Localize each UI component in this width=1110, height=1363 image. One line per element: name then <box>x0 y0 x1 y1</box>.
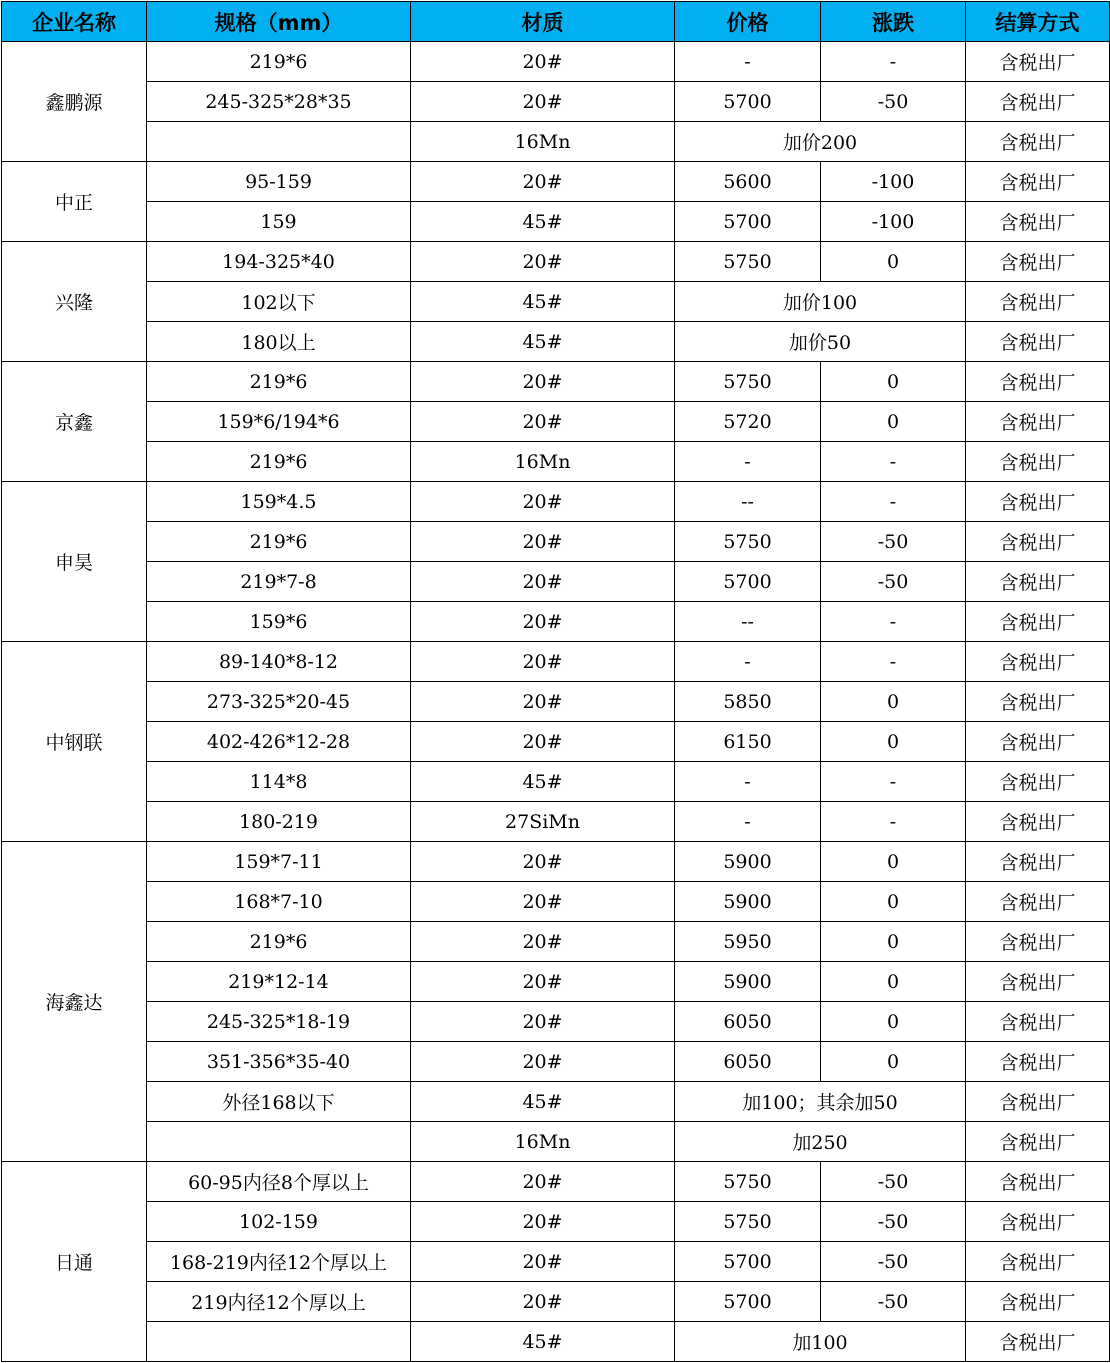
material-cell: 20# <box>411 922 675 962</box>
table-row <box>2 602 1110 642</box>
spec-cell: 219*7-8 <box>147 562 411 602</box>
header-material: 材质 <box>411 2 675 42</box>
change-cell: 0 <box>821 962 966 1002</box>
company-cell: 中钢联 <box>2 642 147 842</box>
table-row <box>2 1322 1110 1362</box>
change-cell: 0 <box>821 682 966 722</box>
spec-cell: 219*6 <box>147 522 411 562</box>
table-row <box>2 522 1110 562</box>
price-note-cell: 加价200 <box>675 122 966 162</box>
material-cell: 20# <box>411 482 675 522</box>
material-cell: 20# <box>411 42 675 82</box>
price-cell: - <box>675 762 821 802</box>
spec-cell: 外径168以下 <box>147 1082 411 1122</box>
settlement-cell: 含税出厂 <box>966 482 1110 522</box>
price-cell: 5700 <box>675 562 821 602</box>
table-row <box>2 1122 1110 1162</box>
table-row <box>2 42 1110 82</box>
table-row <box>2 922 1110 962</box>
change-cell: - <box>821 442 966 482</box>
table-row <box>2 562 1110 602</box>
settlement-cell: 含税出厂 <box>966 202 1110 242</box>
header-price: 价格 <box>675 2 821 42</box>
change-cell: -50 <box>821 1202 966 1242</box>
change-cell: 0 <box>821 882 966 922</box>
change-cell: -50 <box>821 1282 966 1322</box>
settlement-cell: 含税出厂 <box>966 642 1110 682</box>
table-row <box>2 882 1110 922</box>
spec-cell: 159*4.5 <box>147 482 411 522</box>
price-cell: 5950 <box>675 922 821 962</box>
change-cell: - <box>821 42 966 82</box>
material-cell: 20# <box>411 82 675 122</box>
spec-cell: 60-95内径8个厚以上 <box>147 1162 411 1202</box>
change-cell: -100 <box>821 202 966 242</box>
price-cell: 5750 <box>675 522 821 562</box>
price-cell: 5900 <box>675 962 821 1002</box>
spec-cell: 102-159 <box>147 1202 411 1242</box>
settlement-cell: 含税出厂 <box>966 882 1110 922</box>
price-cell: 5700 <box>675 1282 821 1322</box>
change-cell: -50 <box>821 522 966 562</box>
settlement-cell: 含税出厂 <box>966 1002 1110 1042</box>
settlement-cell: 含税出厂 <box>966 442 1110 482</box>
spec-cell: 351-356*35-40 <box>147 1042 411 1082</box>
price-cell: - <box>675 642 821 682</box>
material-cell: 20# <box>411 1202 675 1242</box>
material-cell: 45# <box>411 1082 675 1122</box>
spec-cell: 159*6 <box>147 602 411 642</box>
change-cell: -100 <box>821 162 966 202</box>
settlement-cell: 含税出厂 <box>966 1242 1110 1282</box>
material-cell: 20# <box>411 522 675 562</box>
settlement-cell: 含税出厂 <box>966 42 1110 82</box>
spec-cell: 168*7-10 <box>147 882 411 922</box>
material-cell: 20# <box>411 1002 675 1042</box>
material-cell: 20# <box>411 362 675 402</box>
table-row <box>2 1202 1110 1242</box>
change-cell: 0 <box>821 722 966 762</box>
table-row <box>2 762 1110 802</box>
table-row <box>2 682 1110 722</box>
price-cell: 5900 <box>675 842 821 882</box>
material-cell: 45# <box>411 282 675 322</box>
change-cell: - <box>821 762 966 802</box>
price-cell: 5600 <box>675 162 821 202</box>
spec-cell: 402-426*12-28 <box>147 722 411 762</box>
price-note-cell: 加100 <box>675 1322 966 1362</box>
spec-cell <box>147 1322 411 1362</box>
material-cell: 20# <box>411 1282 675 1322</box>
price-cell: - <box>675 802 821 842</box>
spec-cell: 219*12-14 <box>147 962 411 1002</box>
spec-cell: 159 <box>147 202 411 242</box>
material-cell: 20# <box>411 402 675 442</box>
table-row <box>2 282 1110 322</box>
material-cell: 45# <box>411 1322 675 1362</box>
table-row <box>2 362 1110 402</box>
spec-cell: 219*6 <box>147 442 411 482</box>
settlement-cell: 含税出厂 <box>966 842 1110 882</box>
change-cell: - <box>821 802 966 842</box>
table-row <box>2 722 1110 762</box>
material-cell: 16Mn <box>411 442 675 482</box>
spec-cell: 159*7-11 <box>147 842 411 882</box>
table-row <box>2 202 1110 242</box>
price-cell: 5700 <box>675 1242 821 1282</box>
settlement-cell: 含税出厂 <box>966 1282 1110 1322</box>
material-cell: 20# <box>411 562 675 602</box>
change-cell: -50 <box>821 1242 966 1282</box>
settlement-cell: 含税出厂 <box>966 122 1110 162</box>
settlement-cell: 含税出厂 <box>966 562 1110 602</box>
price-cell: 6050 <box>675 1042 821 1082</box>
change-cell: -50 <box>821 82 966 122</box>
price-cell: 5750 <box>675 1202 821 1242</box>
settlement-cell: 含税出厂 <box>966 282 1110 322</box>
settlement-cell: 含税出厂 <box>966 1042 1110 1082</box>
company-cell: 海鑫达 <box>2 842 147 1162</box>
price-cell: 5750 <box>675 242 821 282</box>
change-cell: - <box>821 602 966 642</box>
change-cell: 0 <box>821 842 966 882</box>
settlement-cell: 含税出厂 <box>966 962 1110 1002</box>
material-cell: 20# <box>411 1162 675 1202</box>
table-row <box>2 1162 1110 1202</box>
settlement-cell: 含税出厂 <box>966 682 1110 722</box>
settlement-cell: 含税出厂 <box>966 522 1110 562</box>
settlement-cell: 含税出厂 <box>966 1082 1110 1122</box>
change-cell: -50 <box>821 1162 966 1202</box>
settlement-cell: 含税出厂 <box>966 802 1110 842</box>
spec-cell <box>147 122 411 162</box>
spec-cell: 168-219内径12个厚以上 <box>147 1242 411 1282</box>
settlement-cell: 含税出厂 <box>966 362 1110 402</box>
table-row <box>2 1042 1110 1082</box>
settlement-cell: 含税出厂 <box>966 722 1110 762</box>
change-cell: 0 <box>821 1002 966 1042</box>
material-cell: 20# <box>411 1042 675 1082</box>
company-cell: 鑫鹏源 <box>2 42 147 162</box>
company-cell: 中正 <box>2 162 147 242</box>
table-row <box>2 402 1110 442</box>
change-cell: -50 <box>821 562 966 602</box>
table-row <box>2 82 1110 122</box>
table-row <box>2 1002 1110 1042</box>
change-cell: 0 <box>821 402 966 442</box>
material-cell: 20# <box>411 882 675 922</box>
price-note-cell: 加100；其余加50 <box>675 1082 966 1122</box>
table-row <box>2 482 1110 522</box>
company-cell: 京鑫 <box>2 362 147 482</box>
spec-cell: 219*6 <box>147 42 411 82</box>
table-row <box>2 1082 1110 1122</box>
table-row <box>2 122 1110 162</box>
spec-cell: 114*8 <box>147 762 411 802</box>
settlement-cell: 含税出厂 <box>966 762 1110 802</box>
table-body <box>2 42 1110 1362</box>
material-cell: 20# <box>411 602 675 642</box>
settlement-cell: 含税出厂 <box>966 162 1110 202</box>
spec-cell: 245-325*18-19 <box>147 1002 411 1042</box>
material-cell: 45# <box>411 202 675 242</box>
company-cell: 申昊 <box>2 482 147 642</box>
spec-cell: 273-325*20-45 <box>147 682 411 722</box>
price-table <box>1 1 1110 1362</box>
company-cell: 日通 <box>2 1162 147 1362</box>
settlement-cell: 含税出厂 <box>966 1162 1110 1202</box>
settlement-cell: 含税出厂 <box>966 1202 1110 1242</box>
table-row <box>2 1282 1110 1322</box>
spec-cell: 102以下 <box>147 282 411 322</box>
header-company: 企业名称 <box>2 2 147 42</box>
table-row <box>2 322 1110 362</box>
price-note-cell: 加价100 <box>675 282 966 322</box>
spec-cell: 219*6 <box>147 922 411 962</box>
header-settlement: 结算方式 <box>966 2 1110 42</box>
price-cell: -- <box>675 602 821 642</box>
material-cell: 27SiMn <box>411 802 675 842</box>
material-cell: 16Mn <box>411 1122 675 1162</box>
price-cell: 5700 <box>675 82 821 122</box>
change-cell: 0 <box>821 362 966 402</box>
material-cell: 20# <box>411 642 675 682</box>
material-cell: 20# <box>411 1242 675 1282</box>
header-spec: 规格（mm） <box>147 2 411 42</box>
price-note-cell: 加250 <box>675 1122 966 1162</box>
price-cell: 5900 <box>675 882 821 922</box>
change-cell: - <box>821 642 966 682</box>
price-note-cell: 加价50 <box>675 322 966 362</box>
settlement-cell: 含税出厂 <box>966 242 1110 282</box>
price-cell: 5720 <box>675 402 821 442</box>
change-cell: - <box>821 482 966 522</box>
spec-cell: 180-219 <box>147 802 411 842</box>
spec-cell: 194-325*40 <box>147 242 411 282</box>
price-cell: 5700 <box>675 202 821 242</box>
change-cell: 0 <box>821 922 966 962</box>
settlement-cell: 含税出厂 <box>966 402 1110 442</box>
table-row <box>2 162 1110 202</box>
material-cell: 20# <box>411 722 675 762</box>
price-cell: 5850 <box>675 682 821 722</box>
material-cell: 20# <box>411 842 675 882</box>
material-cell: 20# <box>411 682 675 722</box>
settlement-cell: 含税出厂 <box>966 82 1110 122</box>
table-row <box>2 842 1110 882</box>
price-cell: 6150 <box>675 722 821 762</box>
settlement-cell: 含税出厂 <box>966 602 1110 642</box>
table-row <box>2 1242 1110 1282</box>
table-row <box>2 442 1110 482</box>
price-cell: - <box>675 42 821 82</box>
spec-cell: 95-159 <box>147 162 411 202</box>
table-row <box>2 242 1110 282</box>
material-cell: 20# <box>411 242 675 282</box>
company-cell: 兴隆 <box>2 242 147 362</box>
price-cell: 5750 <box>675 362 821 402</box>
table-row <box>2 642 1110 682</box>
price-cell: 6050 <box>675 1002 821 1042</box>
spec-cell: 180以上 <box>147 322 411 362</box>
header-change: 涨跌 <box>821 2 966 42</box>
material-cell: 20# <box>411 162 675 202</box>
material-cell: 16Mn <box>411 122 675 162</box>
spec-cell: 219内径12个厚以上 <box>147 1282 411 1322</box>
material-cell: 20# <box>411 962 675 1002</box>
price-cell: -- <box>675 482 821 522</box>
settlement-cell: 含税出厂 <box>966 1122 1110 1162</box>
change-cell: 0 <box>821 1042 966 1082</box>
settlement-cell: 含税出厂 <box>966 922 1110 962</box>
settlement-cell: 含税出厂 <box>966 322 1110 362</box>
header-row <box>2 2 1110 42</box>
material-cell: 45# <box>411 762 675 802</box>
table-row <box>2 962 1110 1002</box>
change-cell: 0 <box>821 242 966 282</box>
spec-cell: 219*6 <box>147 362 411 402</box>
price-cell: 5750 <box>675 1162 821 1202</box>
spec-cell: 245-325*28*35 <box>147 82 411 122</box>
table-row <box>2 802 1110 842</box>
settlement-cell: 含税出厂 <box>966 1322 1110 1362</box>
spec-cell <box>147 1122 411 1162</box>
material-cell: 45# <box>411 322 675 362</box>
spec-cell: 159*6/194*6 <box>147 402 411 442</box>
price-cell: - <box>675 442 821 482</box>
spec-cell: 89-140*8-12 <box>147 642 411 682</box>
